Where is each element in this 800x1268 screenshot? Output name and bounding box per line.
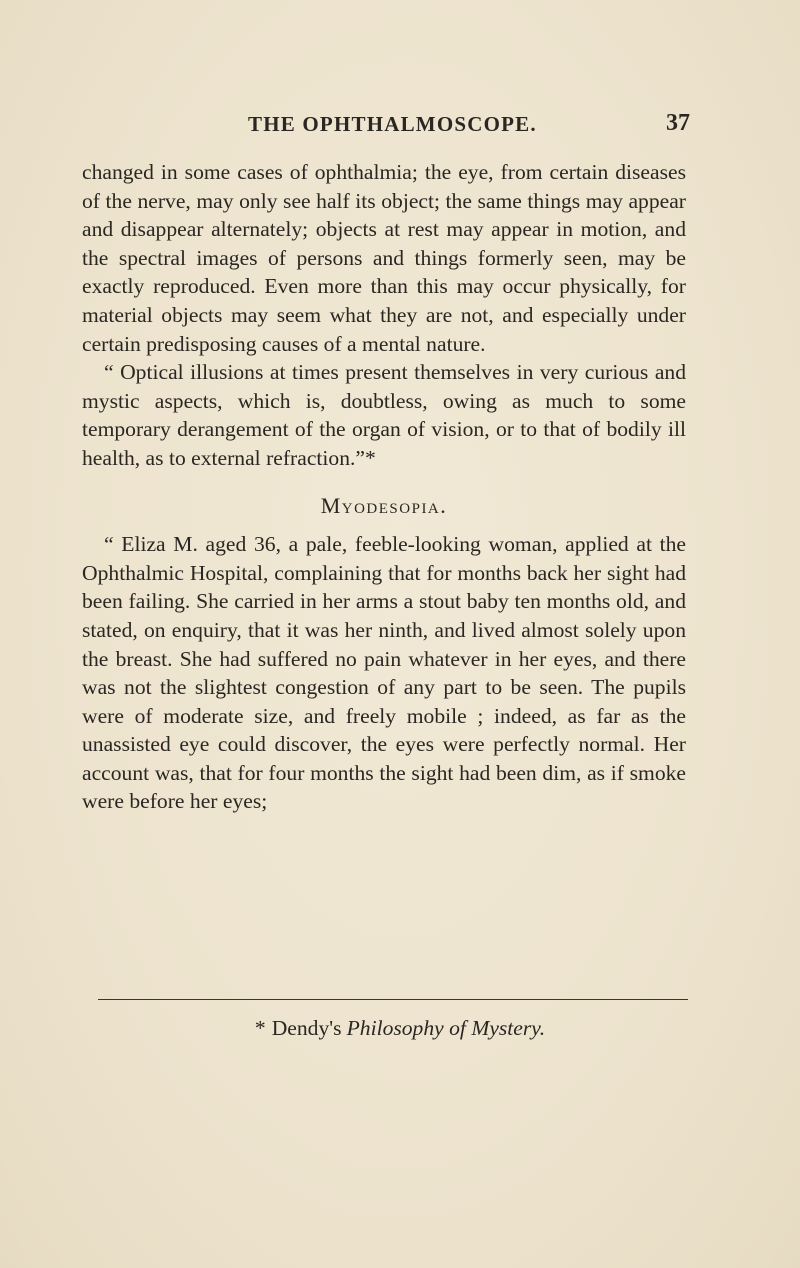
running-title: THE OPHTHALMOSCOPE. [248,112,537,136]
paragraph-case-eliza: “ Eliza M. aged 36, a pale, feeble-looking woman, applied at the Ophthalmic Hospital, complaining that for months back her sight had been failing. She carried in her arms a stout baby ten months old, and stated, on enquiry, that it was her ninth, and lived almost solely upon the breast. She had suffered no pain whatever in her eyes, and there was not the slightest congestion of any part to be seen. The pupils were of moderate size, and freely mobile ; indeed, as far as the unassisted eye could discover, the eyes were perfectly normal. Her account was, that for four months the sight had been dim, as if smoke were before her eyes; [82,532,686,814]
page-number: 37 [666,110,690,136]
footnote-mark: * [254,1016,266,1040]
section-heading-myodesopia: Myodesopia. [320,492,448,518]
footnote-title: Philosophy of Mystery. [346,1016,546,1040]
footnote [0,1014,800,1042]
paragraph-optical-illusions: “ Optical illusions at times present themselves in very curious and mystic aspects, which is, doubtless, owing as much to some temporary derangement of the organ of vision, or to that of bodily ill health, as to external refraction.”* [82,360,686,470]
page-header [180,112,690,142]
body-text [82,158,686,816]
footnote-author: Dendy's [271,1016,342,1040]
footnote-divider [98,999,688,1000]
paragraph-continuation: changed in some cases of ophthalmia; the eye, from certain diseases of the nerve, may only see half its object; the same things may appear and disappear alternately; objects at rest may appear in motion, and the spectral images of persons and things formerly seen, may be exactly reproduced. Even more than this may occur physically, for material objects may seem what they are not, and especially under certain predisposing causes of a mental nature. [82,160,686,356]
